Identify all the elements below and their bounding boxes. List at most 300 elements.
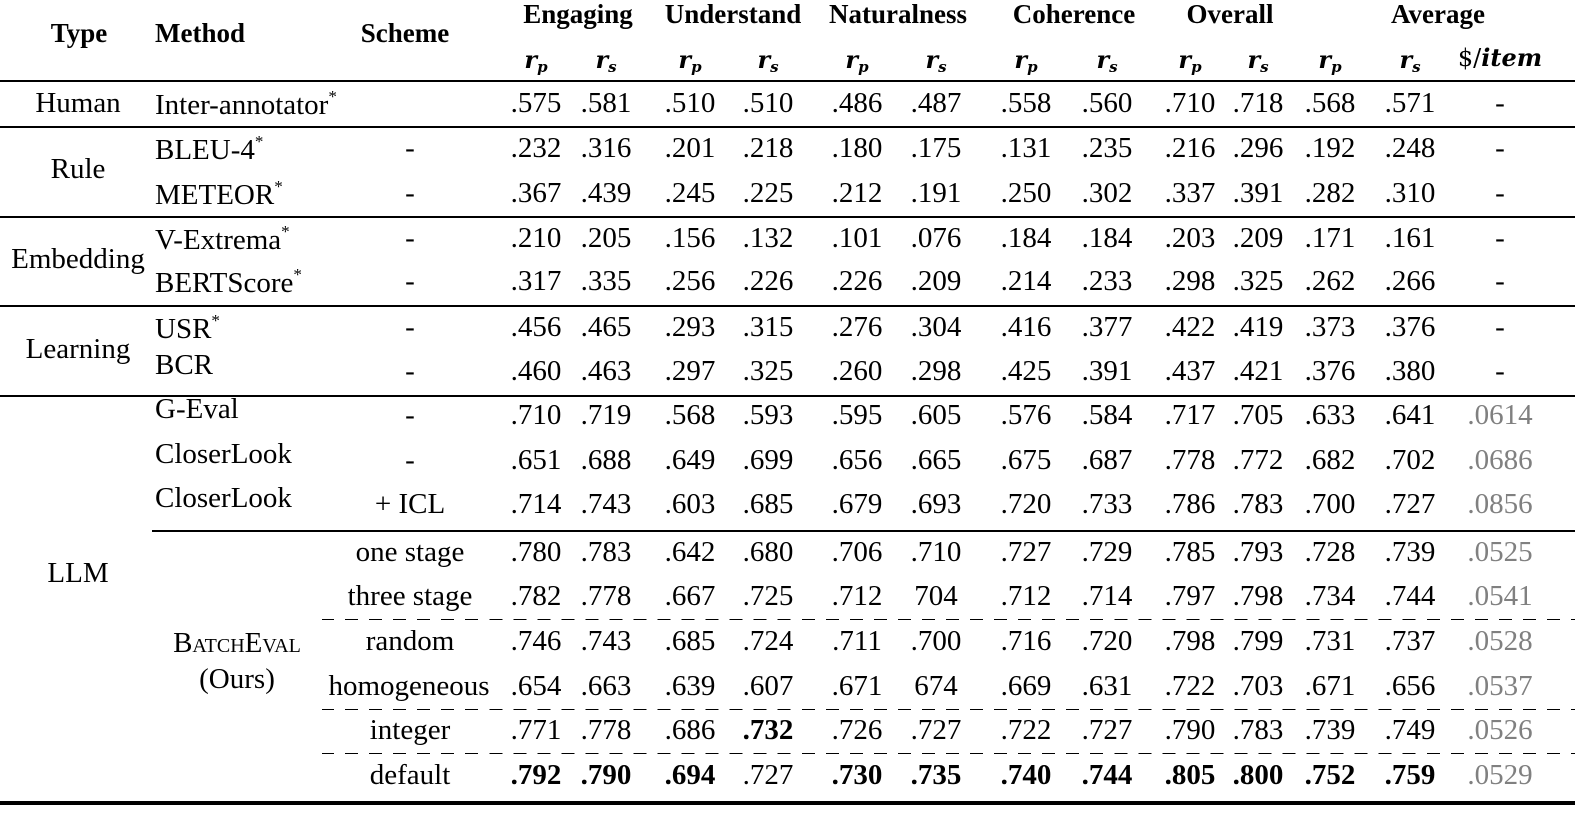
value-cell: .156 — [664, 222, 716, 254]
value-cell: .633 — [1304, 399, 1356, 431]
value-cell: .714 — [1081, 580, 1133, 612]
subheader-spearman — [1096, 43, 1117, 84]
value-cell: .161 — [1384, 222, 1436, 254]
cost-cell: - — [1495, 87, 1505, 119]
method-label: BERTScore — [155, 267, 294, 299]
method-label: USR — [155, 313, 212, 345]
header-scheme: Scheme — [360, 18, 450, 48]
value-cell: .725 — [742, 580, 794, 612]
value-cell: .310 — [1384, 177, 1436, 209]
scheme-cell: one stage — [355, 536, 465, 568]
cost-cell: .0525 — [1467, 536, 1533, 568]
value-cell: .209 — [1232, 222, 1284, 254]
r-index: s — [938, 58, 947, 76]
value-cell: .293 — [664, 311, 716, 343]
scheme-cell: - — [405, 222, 415, 254]
value-cell: .456 — [510, 311, 562, 343]
value-cell: .184 — [1000, 222, 1052, 254]
cost-cell: - — [1495, 265, 1505, 297]
value-cell: .245 — [664, 177, 716, 209]
value-cell: .746 — [510, 625, 562, 657]
value-cell: .724 — [742, 625, 794, 657]
scheme-cell: - — [405, 355, 415, 387]
value-cell: .710 — [510, 399, 562, 431]
value-cell: .732 — [742, 714, 794, 746]
value-cell: .703 — [1232, 670, 1284, 702]
r-symbol: r — [1399, 45, 1413, 74]
value-cell: .568 — [664, 399, 716, 431]
value-cell: .749 — [1384, 714, 1436, 746]
value-cell: .700 — [910, 625, 962, 657]
value-cell: .780 — [510, 536, 562, 568]
subheader-spearman — [1399, 43, 1420, 84]
value-cell: .798 — [1232, 580, 1284, 612]
value-cell: .205 — [580, 222, 632, 254]
reported-marker: * — [281, 222, 290, 241]
r-index: s — [1260, 58, 1269, 76]
method-label: Inter-annotator — [155, 89, 329, 121]
value-cell: .651 — [510, 444, 562, 476]
r-symbol: r — [1247, 45, 1261, 74]
header-coherence: Coherence — [1012, 0, 1136, 29]
value-cell: .710 — [1164, 87, 1216, 119]
scheme-cell: - — [405, 265, 415, 297]
value-cell: .226 — [742, 265, 794, 297]
section-rule-baselines — [152, 530, 1575, 532]
value-cell: .419 — [1232, 311, 1284, 343]
value-cell: .607 — [742, 670, 794, 702]
value-cell: 674 — [914, 670, 958, 702]
subheader-spearman — [1247, 43, 1268, 84]
value-cell: .180 — [831, 132, 883, 164]
type-llm: LLM — [47, 557, 109, 589]
r-index: p — [1191, 58, 1202, 76]
value-cell: .201 — [664, 132, 716, 164]
r-symbol: r — [524, 45, 538, 74]
r-symbol: r — [1014, 45, 1028, 74]
value-cell: .465 — [580, 311, 632, 343]
value-cell: .727 — [1384, 488, 1436, 520]
subheader-pearson — [524, 43, 547, 84]
value-cell: .727 — [910, 714, 962, 746]
type-human: Human — [35, 87, 121, 119]
value-cell: .735 — [910, 759, 962, 791]
value-cell: .799 — [1232, 625, 1284, 657]
value-cell: .581 — [580, 87, 632, 119]
value-cell: .132 — [742, 222, 794, 254]
cost-cell: .0686 — [1467, 444, 1533, 476]
value-cell: .778 — [580, 714, 632, 746]
reported-marker: * — [293, 265, 302, 284]
value-cell: .298 — [1164, 265, 1216, 297]
value-cell: .722 — [1164, 670, 1216, 702]
reported-marker: * — [211, 311, 220, 330]
value-cell: .425 — [1000, 355, 1052, 387]
value-cell: .315 — [742, 311, 794, 343]
cost-cell: .0614 — [1467, 399, 1533, 431]
subheader-spearman — [595, 43, 616, 84]
value-cell: .798 — [1164, 625, 1216, 657]
value-cell: .391 — [1232, 177, 1284, 209]
value-cell: .759 — [1384, 759, 1436, 791]
value-cell: .663 — [580, 670, 632, 702]
value-cell: .282 — [1304, 177, 1356, 209]
value-cell: .593 — [742, 399, 794, 431]
value-cell: .595 — [831, 399, 883, 431]
value-cell: .335 — [580, 265, 632, 297]
value-cell: .718 — [1232, 87, 1284, 119]
r-index: s — [1109, 58, 1118, 76]
value-cell: .376 — [1384, 311, 1436, 343]
value-cell: .786 — [1164, 488, 1216, 520]
value-cell: .686 — [664, 714, 716, 746]
value-cell: .783 — [580, 536, 632, 568]
value-cell: .694 — [664, 759, 716, 791]
value-cell: .720 — [1081, 625, 1133, 657]
value-cell: .276 — [831, 311, 883, 343]
value-cell: .675 — [1000, 444, 1052, 476]
value-cell: .783 — [1232, 488, 1284, 520]
value-cell: .391 — [1081, 355, 1133, 387]
value-cell: .584 — [1081, 399, 1133, 431]
value-cell: .727 — [742, 759, 794, 791]
r-symbol: r — [595, 45, 609, 74]
value-cell: .720 — [1000, 488, 1052, 520]
method-label: CloserLook — [155, 438, 292, 470]
cost-cell: - — [1495, 355, 1505, 387]
value-cell: .337 — [1164, 177, 1216, 209]
dashed-rule-stage — [322, 619, 1575, 620]
r-index: p — [1331, 58, 1342, 76]
value-cell: .685 — [742, 488, 794, 520]
header-overall: Overall — [1186, 0, 1274, 29]
value-cell: .771 — [510, 714, 562, 746]
value-cell: .421 — [1232, 355, 1284, 387]
value-cell: .304 — [910, 311, 962, 343]
value-cell: .376 — [1304, 355, 1356, 387]
method-batcheval-ours: (Ours) — [199, 663, 275, 695]
value-cell: .778 — [1164, 444, 1216, 476]
value-cell: .639 — [664, 670, 716, 702]
value-cell: .728 — [1304, 536, 1356, 568]
value-cell: .203 — [1164, 222, 1216, 254]
value-cell: .667 — [664, 580, 716, 612]
type-rule: Rule — [50, 153, 106, 185]
value-cell: .560 — [1081, 87, 1133, 119]
value-cell: .256 — [664, 265, 716, 297]
header-type: Type — [50, 18, 108, 48]
value-cell: .712 — [1000, 580, 1052, 612]
value-cell: .739 — [1384, 536, 1436, 568]
header-understand: Understand — [664, 0, 802, 29]
value-cell: .680 — [742, 536, 794, 568]
method-name — [155, 348, 213, 382]
value-cell: .688 — [580, 444, 632, 476]
scheme-cell: + ICL — [374, 488, 446, 520]
value-cell: .266 — [1384, 265, 1436, 297]
value-cell: .790 — [1164, 714, 1216, 746]
value-cell: .714 — [510, 488, 562, 520]
bottom-rule — [0, 801, 1575, 805]
value-cell: .656 — [831, 444, 883, 476]
value-cell: .226 — [831, 265, 883, 297]
value-cell: .298 — [910, 355, 962, 387]
subheader-spearman — [925, 43, 946, 84]
scheme-cell: - — [405, 444, 415, 476]
r-index: s — [1412, 58, 1421, 76]
scheme-cell: - — [405, 177, 415, 209]
value-cell: .782 — [510, 580, 562, 612]
value-cell: .262 — [1304, 265, 1356, 297]
value-cell: .737 — [1384, 625, 1436, 657]
value-cell: .685 — [664, 625, 716, 657]
value-cell: .722 — [1000, 714, 1052, 746]
r-symbol: r — [1096, 45, 1110, 74]
r-symbol: r — [845, 45, 859, 74]
value-cell: .699 — [742, 444, 794, 476]
value-cell: .576 — [1000, 399, 1052, 431]
value-cell: .235 — [1081, 132, 1133, 164]
value-cell: .510 — [742, 87, 794, 119]
value-cell: .575 — [510, 87, 562, 119]
subheader-pearson — [1014, 43, 1037, 84]
value-cell: .792 — [510, 759, 562, 791]
scheme-cell: integer — [369, 714, 451, 746]
method-name — [155, 215, 290, 257]
subheader-pearson — [1318, 43, 1341, 84]
value-cell: .209 — [910, 265, 962, 297]
r-index: p — [858, 58, 869, 76]
value-cell: .302 — [1081, 177, 1133, 209]
method-label: CloserLook — [155, 482, 292, 514]
value-cell: .682 — [1304, 444, 1356, 476]
cost-cell: - — [1495, 222, 1505, 254]
value-cell: .687 — [1081, 444, 1133, 476]
value-cell: .487 — [910, 87, 962, 119]
cost-cell: .0856 — [1467, 488, 1533, 520]
value-cell: .605 — [910, 399, 962, 431]
value-cell: .463 — [580, 355, 632, 387]
r-symbol: r — [678, 45, 692, 74]
scheme-cell: random — [365, 625, 455, 657]
value-cell: .772 — [1232, 444, 1284, 476]
value-cell: .712 — [831, 580, 883, 612]
value-cell: .373 — [1304, 311, 1356, 343]
value-cell: .225 — [742, 177, 794, 209]
scheme-cell: - — [405, 399, 415, 431]
value-cell: .702 — [1384, 444, 1436, 476]
header-cost-per-item — [1458, 41, 1542, 75]
value-cell: .558 — [1000, 87, 1052, 119]
value-cell: .460 — [510, 355, 562, 387]
method-name — [155, 481, 292, 515]
cost-cell: .0537 — [1467, 670, 1533, 702]
value-cell: .233 — [1081, 265, 1133, 297]
scheme-cell: default — [369, 759, 451, 791]
dashed-rule-ordering — [322, 709, 1575, 710]
header-method: Method — [155, 18, 245, 48]
value-cell: .076 — [910, 222, 962, 254]
value-cell: .649 — [664, 444, 716, 476]
type-embedding: Embedding — [11, 243, 145, 275]
subheader-pearson — [845, 43, 868, 84]
subheader-pearson — [678, 43, 701, 84]
value-cell: .797 — [1164, 580, 1216, 612]
header-naturalness: Naturalness — [828, 0, 968, 29]
value-cell: .250 — [1000, 177, 1052, 209]
value-cell: .631 — [1081, 670, 1133, 702]
value-cell: .671 — [1304, 670, 1356, 702]
value-cell: .131 — [1000, 132, 1052, 164]
header-engaging: Engaging — [523, 0, 633, 29]
value-cell: .510 — [664, 87, 716, 119]
method-name — [155, 437, 292, 471]
value-cell: .214 — [1000, 265, 1052, 297]
value-cell: .260 — [831, 355, 883, 387]
r-symbol: r — [757, 45, 771, 74]
scheme-cell: three stage — [347, 580, 473, 612]
value-cell: .729 — [1081, 536, 1133, 568]
value-cell: .377 — [1081, 311, 1133, 343]
dashed-rule-integer — [322, 753, 1575, 754]
value-cell: .212 — [831, 177, 883, 209]
reported-marker: * — [254, 132, 264, 151]
scheme-cell: homogeneous — [328, 670, 490, 702]
value-cell: .184 — [1081, 222, 1133, 254]
value-cell: .805 — [1164, 759, 1216, 791]
value-cell: .571 — [1384, 87, 1436, 119]
value-cell: .232 — [510, 132, 562, 164]
reported-marker: * — [274, 177, 283, 196]
value-cell: .671 — [831, 670, 883, 702]
section-rule-embedding — [0, 305, 1575, 307]
value-cell: .734 — [1304, 580, 1356, 612]
value-cell: .316 — [580, 132, 632, 164]
r-symbol: r — [1178, 45, 1192, 74]
value-cell: .733 — [1081, 488, 1133, 520]
value-cell: .486 — [831, 87, 883, 119]
value-cell: .439 — [580, 177, 632, 209]
value-cell: .216 — [1164, 132, 1216, 164]
value-cell: .380 — [1384, 355, 1436, 387]
value-cell: .744 — [1081, 759, 1133, 791]
value-cell: .710 — [910, 536, 962, 568]
scheme-cell: - — [405, 132, 415, 164]
cost-cell: .0528 — [1467, 625, 1533, 657]
value-cell: .218 — [742, 132, 794, 164]
cost-item: item — [1481, 43, 1543, 72]
value-cell: .705 — [1232, 399, 1284, 431]
r-index: s — [608, 58, 617, 76]
value-cell: .778 — [580, 580, 632, 612]
method-batcheval: BatchEval — [173, 627, 301, 659]
r-index: p — [537, 58, 548, 76]
method-label: METEOR — [155, 179, 275, 211]
method-label: BCR — [155, 349, 214, 381]
value-cell: .296 — [1232, 132, 1284, 164]
value-cell: .743 — [580, 625, 632, 657]
value-cell: .727 — [1000, 536, 1052, 568]
value-cell: .642 — [664, 536, 716, 568]
value-cell: .437 — [1164, 355, 1216, 387]
value-cell: .656 — [1384, 670, 1436, 702]
method-label: G-Eval — [155, 393, 239, 425]
value-cell: .693 — [910, 488, 962, 520]
value-cell: .665 — [910, 444, 962, 476]
value-cell: .740 — [1000, 759, 1052, 791]
method-label: V-Extrema — [155, 224, 282, 256]
value-cell: .744 — [1384, 580, 1436, 612]
value-cell: .248 — [1384, 132, 1436, 164]
scheme-cell: - — [405, 311, 415, 343]
value-cell: .739 — [1304, 714, 1356, 746]
method-name — [155, 170, 283, 212]
value-cell: .367 — [510, 177, 562, 209]
value-cell: .726 — [831, 714, 883, 746]
value-cell: 704 — [914, 580, 958, 612]
value-cell: .717 — [1164, 399, 1216, 431]
value-cell: .743 — [580, 488, 632, 520]
method-label: BLEU-4 — [155, 134, 255, 166]
value-cell: .654 — [510, 670, 562, 702]
cost-cell: .0529 — [1467, 759, 1533, 791]
value-cell: .191 — [910, 177, 962, 209]
value-cell: .325 — [1232, 265, 1284, 297]
value-cell: .175 — [910, 132, 962, 164]
value-cell: .641 — [1384, 399, 1436, 431]
value-cell: .727 — [1081, 714, 1133, 746]
value-cell: .210 — [510, 222, 562, 254]
value-cell: .101 — [831, 222, 883, 254]
value-cell: .603 — [664, 488, 716, 520]
subheader-spearman — [757, 43, 778, 84]
value-cell: .731 — [1304, 625, 1356, 657]
value-cell: .317 — [510, 265, 562, 297]
cost-cell: .0541 — [1467, 580, 1533, 612]
cost-cell: .0526 — [1467, 714, 1533, 746]
value-cell: .706 — [831, 536, 883, 568]
r-index: p — [1027, 58, 1038, 76]
cost-prefix: $/ — [1457, 44, 1482, 72]
r-symbol: r — [925, 45, 939, 74]
value-cell: .416 — [1000, 311, 1052, 343]
value-cell: .790 — [580, 759, 632, 791]
method-name — [155, 304, 220, 346]
r-index: p — [691, 58, 702, 76]
header-average: Average — [1391, 0, 1485, 29]
value-cell: .719 — [580, 399, 632, 431]
value-cell: .568 — [1304, 87, 1356, 119]
value-cell: .783 — [1232, 714, 1284, 746]
value-cell: .752 — [1304, 759, 1356, 791]
method-name — [155, 125, 263, 167]
value-cell: .325 — [742, 355, 794, 387]
value-cell: .297 — [664, 355, 716, 387]
value-cell: .700 — [1304, 488, 1356, 520]
reported-marker: * — [328, 87, 337, 106]
type-learning: Learning — [25, 333, 131, 365]
value-cell: .800 — [1232, 759, 1284, 791]
value-cell: .679 — [831, 488, 883, 520]
value-cell: .171 — [1304, 222, 1356, 254]
cost-cell: - — [1495, 177, 1505, 209]
value-cell: .669 — [1000, 670, 1052, 702]
method-name — [155, 258, 302, 300]
value-cell: .793 — [1232, 536, 1284, 568]
value-cell: .711 — [832, 625, 882, 657]
value-cell: .785 — [1164, 536, 1216, 568]
r-symbol: r — [1318, 45, 1332, 74]
